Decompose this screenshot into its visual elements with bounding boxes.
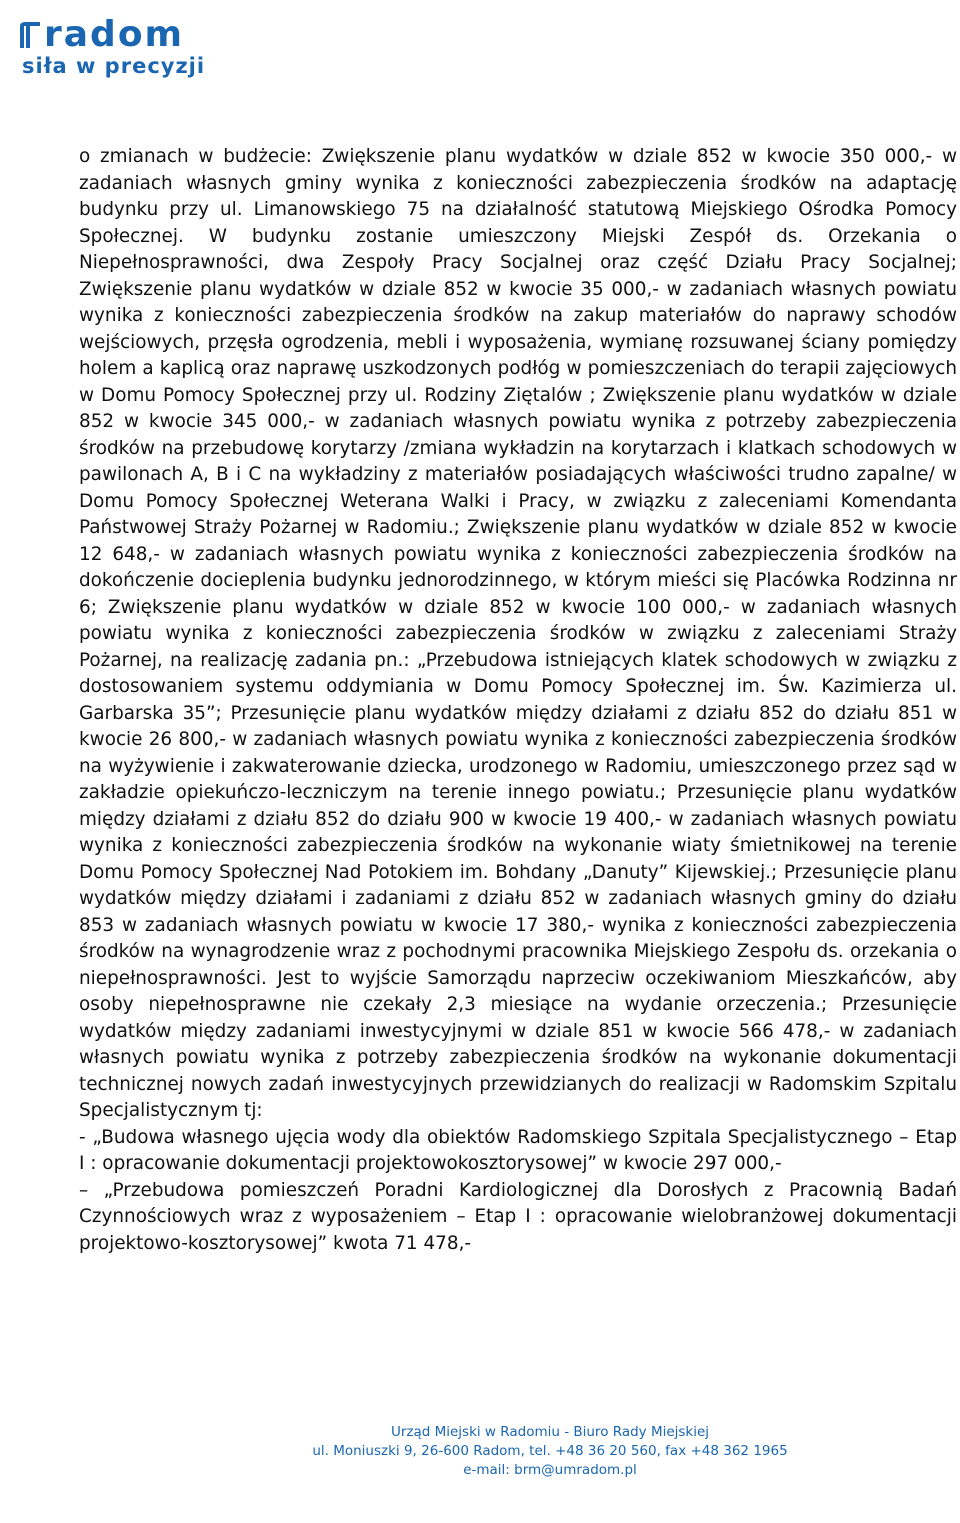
list-item: - „Budowa własnego ujęcia wody dla obiektów Radomskiego Szpitala Specjalistycznego – Etap I : opracowanie dokumentacji projektowokosztorysowej” w kwocie 297 000,- — [79, 1126, 957, 1174]
logo-mark-icon — [20, 22, 40, 48]
logo — [20, 14, 220, 82]
document-body — [79, 144, 957, 1257]
logo-word: radom — [44, 14, 185, 55]
footer-email: e-mail: brm@umradom.pl — [463, 1462, 637, 1478]
logo-tagline: siła w precyzji — [22, 54, 206, 78]
footer-office: Urząd Miejski w Radomiu - Biuro Rady Miejskiej — [390, 1424, 710, 1440]
list-item: – „Przebudowa pomieszczeń Poradni Kardiologicznej dla Dorosłych z Pracownią Badań Czynnościowych wraz z wyposażeniem – Etap I : opracowanie wielobranżowej dokumentacji projektowo-kosztorysowej” kwota 71 478,- — [79, 1179, 957, 1254]
footer — [0, 1423, 960, 1480]
footer-address: ul. Moniuszki 9, 26-600 Radom, tel. +48 36 20 560, fax +48 362 1965 — [312, 1443, 788, 1459]
body-paragraph: o zmianach w budżecie: Zwiększenie planu wydatków w dziale 852 w kwocie 350 000,- w zadaniach własnych gminy wynika z konieczności zabezpieczenia środków na adaptację budynku przy ul. Limanowskiego 75 na działalność statutową Miejskiego Ośrodka Pomocy Społecznej. W budynku zostanie umieszczony Miejski Zespół ds. Orzekania o Niepełnosprawności, dwa Zespoły Pracy Socjalnej oraz część Działu Pracy Socjalnej; Zwiększenie planu wydatków w dziale 852 w kwocie 35 000,- w zadaniach własnych powiatu wynika z konieczności zabezpieczenia środków na zakup materiałów do naprawy schodów wejściowych, przęsła ogrodzenia, mebli i wyposażenia, wymianę rozsuwanej ściany pomiędzy holem a kaplicą oraz naprawę uszkodzonych podłóg w pomieszczeniach do terapii zajęciowych w Domu Pomocy Społecznej przy ul. Rodziny Ziętalów ; Zwiększenie planu wydatków w dziale 852 w kwocie 345 000,- w zadaniach własnych powiatu wynika z potrzeby zabezpieczenia środków na przebudowę korytarzy /zmiana wykładzin na korytarzach i klatkach schodowych w pawilonach A, B i C na wykładziny z materiałów posiadających właściwości trudno zapalne/ w Domu Pomocy Społecznej Weterana Walki i Pracy, w związku z zaleceniami Komendanta Państwowej Straży Pożarnej w Radomiu.; Zwiększenie planu wydatków w dziale 852 w kwocie 12 648,- w zadaniach własnych powiatu wynika z konieczności zabezpieczenia środków na dokończenie docieplenia budynku jednorodzinnego, w którym mieści się Placówka Rodzinna nr 6; Zwiększenie planu wydatków w dziale 852 w kwocie 100 000,- w zadaniach własnych powiatu wynika z konieczności zabezpieczenia środków w związku z zaleceniami Straży Pożarnej, na realizację zadania pn.: „Przebudowa istniejących klatek schodowych w związku z dostosowaniem systemu oddymiania w Domu Pomocy Społecznej im. Św. Kazimierza ul. Garbarska 35”; Przesunięcie planu wydatków między działami z działu 852 do działu 851 w kwocie 26 800,- w zadaniach własnych powiatu wynika z konieczności zabezpieczenia środków na wyżywienie i zakwaterowanie dziecka, urodzonego w Radomiu, umieszczonego przez sąd w zakładzie opiekuńczo-leczniczym na terenie innego powiatu.; Przesunięcie planu wydatków między działami z działu 852 do działu 900 w kwocie 19 400,- w zadaniach własnych powiatu wynika z konieczności zabezpieczenia środków na wykonanie wiaty śmietnikowej na terenie Domu Pomocy Społecznej Nad Potokiem im. Bohdany „Danuty” Kijewskiej.; Przesunięcie planu wydatków między działami i zadaniami z działu 852 w zadaniach własnych gminy do działu 853 w zadaniach własnych powiatu w kwocie 17 380,- wynika z konieczności zabezpieczenia środków na wynagrodzenie wraz z pochodnymi pracownika Miejskiego Zespołu ds. orzekania o niepełnosprawności. Jest to wyjście Samorządu naprzeciw oczekiwaniom Mieszkańców, aby osoby niepełnosprawne nie czekały 2,3 miesiące na wydanie orzeczenia.; Przesunięcie wydatków między zadaniami inwestycyjnymi w dziale 851 w kwocie 566 478,- w zadaniach własnych powiatu wynika z potrzeby zabezpieczenia środków na wykonanie dokumentacji technicznej nowych zadań inwestycyjnych przewidzianych do realizacji w Radomskim Szpitalu Specjalistycznym tj: — [79, 146, 957, 1121]
